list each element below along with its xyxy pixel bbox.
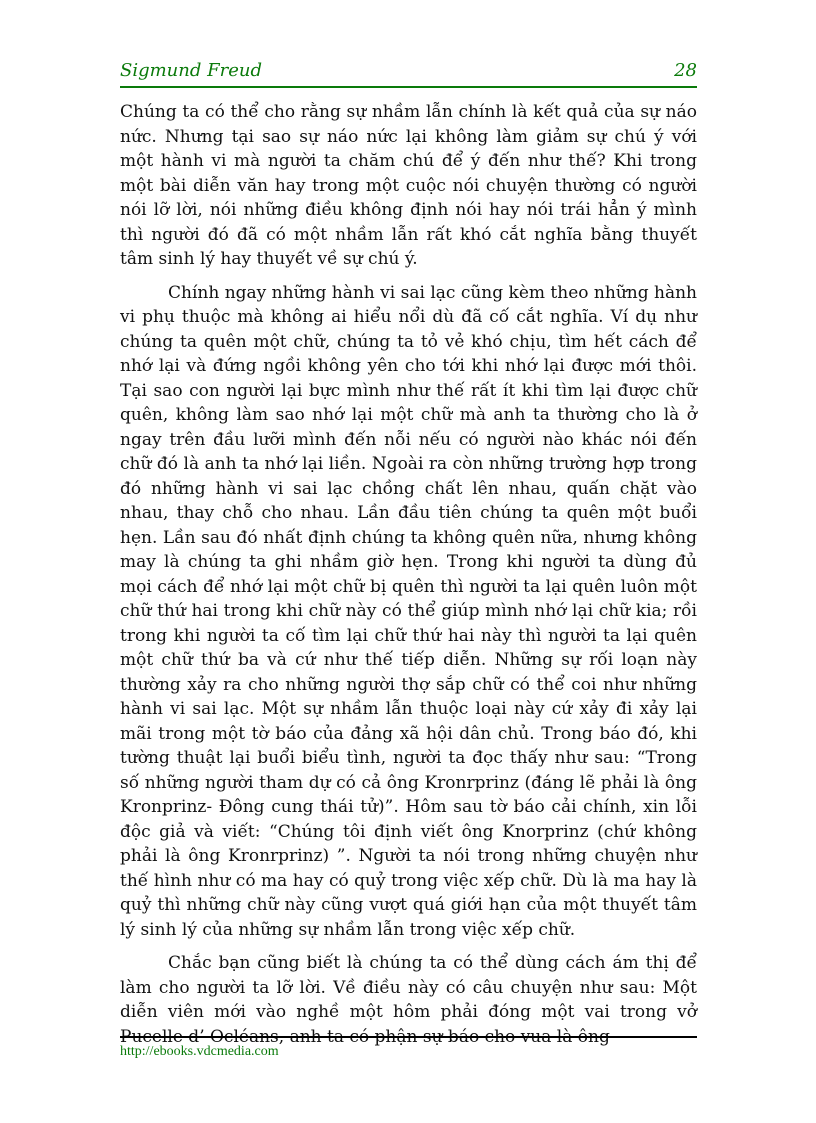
footer-divider [120, 1036, 697, 1038]
author-name: Sigmund Freud [120, 60, 262, 81]
paragraph-2: Chính ngay những hành vi sai lạc cũng kèm theo những hành vi phụ thuộc mà không ai hiểu nổi dù đã cố cắt nghĩa. Ví dụ như chúng ta quên một chữ, chúng ta tỏ vẻ khó chịu, tìm hết cách để nhớ lại và đứng ngồi không yên cho tới khi nhớ lại được mới thôi. Tại sao con người lại bực mình như thế rất ít khi tìm lại được chữ quên, không làm sao nhớ lại một chữ mà anh ta thường cho là ở ngay trên đầu lưỡi mình đến nỗi nếu có người nào khác nói đến chữ đó là anh ta nhớ lại liền. Ngoài ra còn những trường hợp trong đó những hành vi sai lạc chồng chất lên nhau, quấn chặt vào nhau, thay chỗ cho nhau. Lần đầu tiên chúng ta quên một buổi hẹn. Lần sau đó nhất định chúng ta không quên nữa, nhưng không may là chúng ta ghi nhầm giờ hẹn. Trong khi người ta dùng đủ mọi cách để nhớ lại một chữ bị quên thì người ta lại quên luôn một chữ thứ hai trong khi chữ này có thể giúp mình nhớ lại chữ kia; rồi trong khi người ta cố tìm lại chữ thứ hai này thì người ta lại quên một chữ thứ ba và cứ như thế tiếp diễn. Những sự rối loạn này thường xảy ra cho những người thợ sắp chữ có thể coi như những hành vi sai lạc. Một sự nhầm lẫn thuộc loại này cứ xảy đi xảy lại mãi trong một tờ báo của đảng xã hội dân chủ. Trong báo đó, khi tường thuật lại buổi biểu tình, người ta đọc thấy như sau: “Trong số những người tham dự có cả ông Kronrprinz (đáng lẽ phải là ông Kronprinz- Đông cung thái tử)”. Hôm sau tờ báo cải chính, xin lỗi độc giả và viết: “Chúng tôi định viết ông Knorprinz (chứ không phải là ông Kronrprinz) ”. Người ta nói trong những chuyện như thế hình như có ma hay có quỷ trong việc xếp chữ. Dù là ma hay là quỷ thì những chữ này cũng vượt quá giới hạn của một thuyết tâm lý sinh lý của những sự nhầm lẫn trong việc xếp chữ. [120, 282, 697, 940]
page-header [120, 60, 697, 84]
body-text [120, 100, 697, 1058]
page-number: 28 [674, 60, 697, 81]
paragraph-1: Chúng ta có thể cho rằng sự nhầm lẫn chính là kết quả của sự náo nức. Nhưng tại sao sự náo nức lại không làm giảm sự chú ý với một hành vi mà người ta chăm chú để ý đến như thế? Khi trong một bài diễn văn hay trong một cuộc nói chuyện thường có người nói lỡ lời, nói những điều không định nói hay nói trái hẳn ý mình thì người đó đã có một nhầm lẫn rất khó cắt nghĩa bằng thuyết tâm sinh lý hay thuyết về sự chú ý. [120, 102, 697, 269]
header-divider [120, 86, 697, 88]
paragraph-3: Chắc bạn cũng biết là chúng ta có thể dùng cách ám thị để làm cho người ta lỡ lời. Về điều này có câu chuyện như sau: Một diễn viên mới vào nghề một hôm phải đóng một vai trong vở Pucelle d’ Ocléans, anh ta có phận sự báo cho vua là ông [120, 953, 697, 1047]
footer-url-link[interactable]: http://ebooks.vdcmedia.com [120, 1044, 279, 1059]
